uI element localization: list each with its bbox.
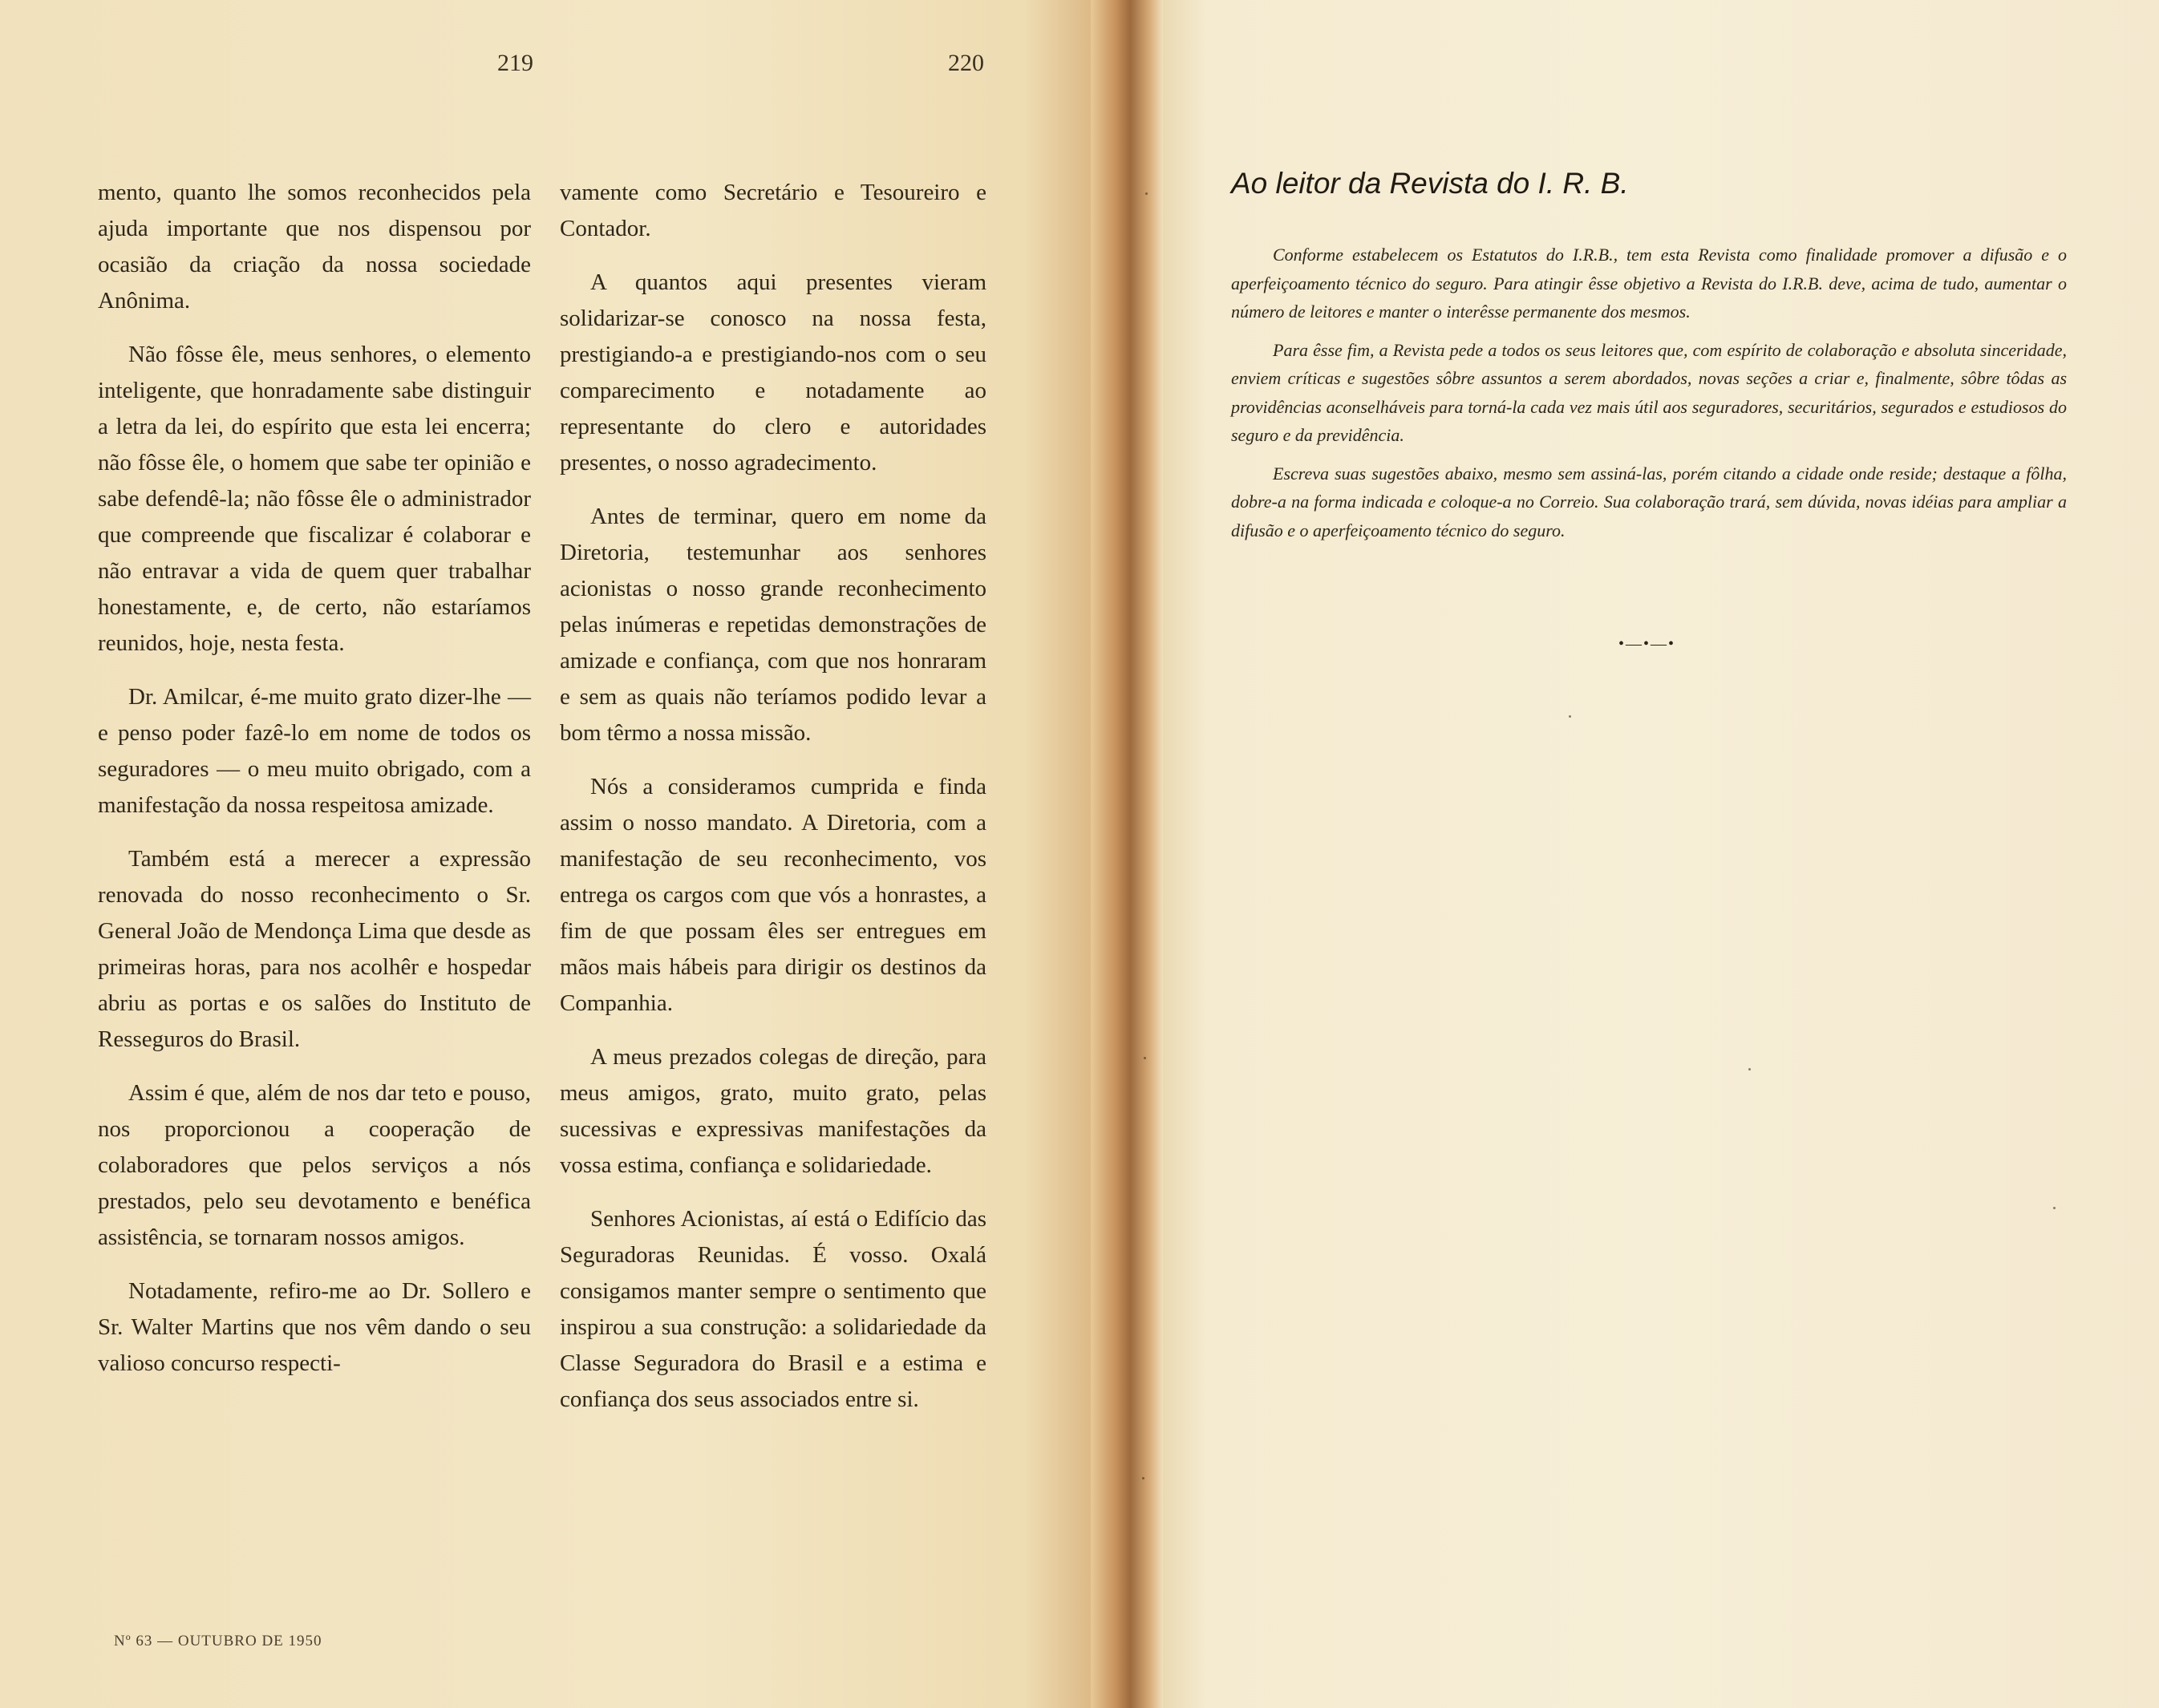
paragraph: Para êsse fim, a Revista pede a todos os seus leitores que, com espírito de colaboração e absoluta sinceridade, enviem críticas e sugestões sôbre assuntos a serem abordados, novas seções a criar e, finalmente, sôbre tôdas as providências aconselháveis para torná-la cada vez mais útil aos seguradores, securitários, segurados e estudiosos do seguro e da previdência. (1231, 339, 2067, 445)
paragraph: vamente como Secretário e Tesoureiro e Contador. (560, 180, 986, 241)
paragraph: Não fôsse êle, meus senhores, o elemento inteligente, que honradamente sabe distinguir a letra da lei, do espírito que esta lei encerra; não fôsse êle, o homem que sabe ter opinião e sabe defendê-la; não fôsse êle o administrador que compreende que fiscalizar é colaborar e não entravar a vida de quem quer trabalhar honestamente, e, de certo, não estaríamos reunidos, hoje, nesta festa. (98, 342, 531, 656)
paper-speck (1142, 1477, 1144, 1479)
paragraph: mento, quanto lhe somos reconhecidos pela ajuda importante que nos dispensou por ocasião da criação da nossa sociedade Anônima. (98, 180, 531, 314)
paragraph: Assim é que, além de nos dar teto e pouso, nos proporcionou a cooperação de colaboradores que pelos serviços a nós prestados, pelo seu devotamento e benéfica assistência, se tornaram nossos amigos. (98, 1080, 531, 1250)
page-number-middle: 220 (948, 50, 984, 76)
paragraph: Notadamente, refiro-me ao Dr. Sollero e Sr. Walter Martins que nos vêm dando o seu valioso concurso respecti- (98, 1278, 531, 1376)
left-page-column (98, 175, 531, 1399)
paper-speck (1144, 1057, 1146, 1059)
paragraph: A quantos aqui presentes vieram solidarizar-se conosco na nossa festa, prestigiando-a e prestigiando-nos com o seu comparecimento e notadamente ao representante do clero e autoridades presentes, o nosso agradecimento. (560, 269, 986, 476)
paragraph: Também está a merecer a expressão renovada do nosso reconhecimento o Sr. General João de Mendonça Lima que desde as primeiras horas, para nos acolhêr e hospedar abriu as portas e os salões do Instituto de Resseguros do Brasil. (98, 846, 531, 1052)
paper-speck (1748, 1068, 1751, 1071)
reader-notice (1231, 241, 2067, 554)
paragraph: Dr. Amilcar, é-me muito grato dizer-lhe — e penso poder fazê-lo em nome de todos os seguradores — o meu muito obrigado, com a manifestação da nossa respeitosa amizade. (98, 684, 531, 818)
page-number-left: 219 (497, 50, 533, 76)
paragraph: Nós a consideramos cumprida e finda assim o nosso mandato. A Diretoria, com a manifestação de seu reconhecimento, vos entrega os cargos com que vós a honrastes, a fim de que possam êles ser entregues em mãos mais hábeis para dirigir os destinos da Companhia. (560, 774, 986, 1016)
paragraph: Antes de terminar, quero em nome da Diretoria, testemunhar aos senhores acionistas o nosso grande reconhecimento pelas inúmeras e repetidas demonstrações de amizade e confiança, com que nos honraram e sem as quais não teríamos podido levar a bom têrmo a nossa missão. (560, 504, 986, 746)
ornament-divider: •—•—• (1618, 635, 1676, 653)
middle-page-column (560, 175, 986, 1435)
paper-speck (1569, 715, 1571, 718)
paragraph: Conforme estabelecem os Estatutos do I.R.B., tem esta Revista como finalidade promover a difusão e o aperfeiçoamento técnico do seguro. Para atingir êsse objetivo a Revista do I.R.B. deve, acima de tudo, aumentar o número de leitores e manter o interêsse permanente dos mesmos. (1231, 245, 2067, 322)
paragraph: Senhores Acionistas, aí está o Edifício das Seguradoras Reunidas. É vosso. Oxalá consigamos manter sempre o sentimento que inspirou a sua construção: a solidariedade da Classe Seguradora do Brasil e a estima e confiança dos seus associados entre si. (560, 1206, 986, 1412)
notice-title: Ao leitor da Revista do I. R. B. (1231, 167, 1629, 200)
issue-footer: Nº 63 — OUTUBRO DE 1950 (114, 1633, 322, 1649)
paragraph: A meus prezados colegas de direção, para meus amigos, grato, muito grato, pelas sucessivas e expressivas manifestações da vossa estima, confiança e solidariedade. (560, 1044, 986, 1178)
paper-speck (2053, 1207, 2056, 1209)
book-gutter (1091, 0, 1163, 1708)
paragraph: Escreva suas sugestões abaixo, mesmo sem assiná-las, porém citando a cidade onde reside; destaque a fôlha, dobre-a na forma indicada e coloque-a no Correio. Sua colaboração trará, sem dúvida, novas idéias para ampliar a difusão e o aperfeiçoamento técnico do seguro. (1231, 463, 2067, 540)
paper-speck (1145, 192, 1148, 195)
